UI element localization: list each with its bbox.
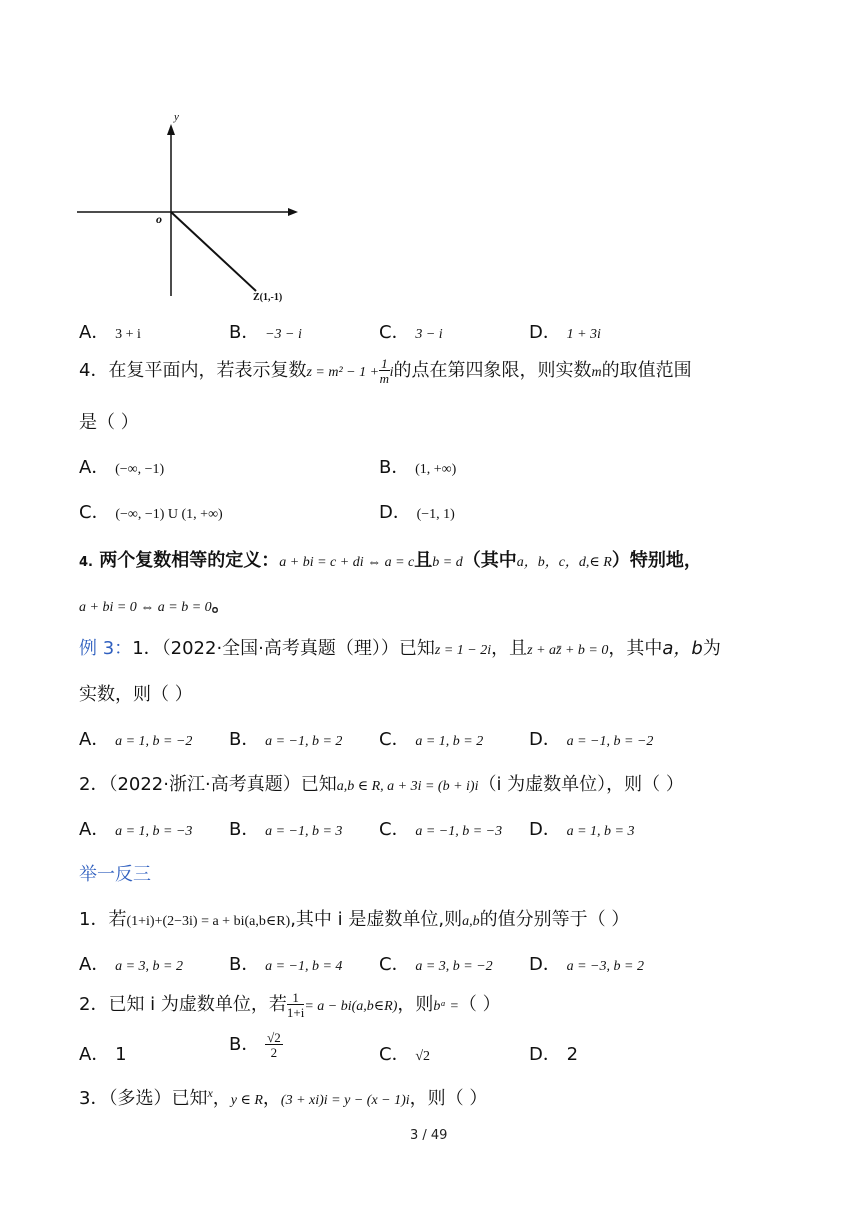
practice-p2-option-b[interactable] [229,1030,283,1059]
practice-p2-stem [79,990,501,1019]
option-value: a = −3, b = 2 [566,959,644,974]
practice-p2-frac-num: 1 [287,991,304,1005]
definition-number: 4. [79,555,93,570]
option-label: D． [379,502,411,523]
q4-option-a[interactable] [79,453,164,479]
example3-q1-mid: ，且 [491,638,528,659]
definition-paren-close: ）特别地， [611,550,702,571]
practice-p2-formula: = a − bi(a,b∈R) [304,999,398,1014]
practice-p1-prefix: 1．若 [79,909,127,930]
q4-fraction [379,357,390,385]
option-value: a = −1, b = 4 [265,959,343,974]
option-value: (−∞, −1) U (1, +∞) [115,507,223,522]
option-value: (−1, 1) [416,507,455,522]
option-value: a = 1, b = −3 [115,824,193,839]
option-value: (−∞, −1) [115,462,165,477]
definition-formula1: a + bi = c + di ⇔ a = c [279,555,415,570]
q4-stem-line1 [79,356,692,385]
example3-q2-formula: a,b ∈ R, a + 3i = (b + i)i [336,779,479,794]
option-label: C． [379,729,410,750]
option-value: 3 − i [415,327,443,342]
practice-p3-sep: ， [212,1088,231,1109]
example3-q1-formula1: z = 1 − 2i [434,643,492,658]
q4-frac-num: 1 [381,356,388,371]
option-label: B． [379,457,410,478]
q4-var-m: m [591,365,602,380]
option-value: a = −1, b = 3 [265,824,343,839]
example3-q1-formula2: z + az̄ + b = 0 [527,643,609,658]
option-value: a = 3, b = −2 [415,959,493,974]
option-label: A． [79,457,110,478]
practice-p1-ab: a,b [462,914,480,929]
q4-formula-a: z = m² − 1 + [306,365,380,380]
option-value: √2 [415,1049,430,1064]
option-label: A． [79,954,110,975]
option-label: A． [79,322,110,343]
example3-q2-option-b[interactable] [229,815,342,841]
example3-q1-option-b[interactable] [229,725,342,751]
practice-p3-formula: (3 + xi)i = y − (x − 1)i [280,1093,410,1108]
option-value: 3 + i [115,327,141,342]
option-label: A． [79,729,110,750]
vector-oz [171,212,256,291]
definition-line1 [79,546,702,572]
option-value: a = 1, b = 2 [415,734,484,749]
q4-option-c[interactable] [79,498,223,524]
example3-q1-option-a[interactable] [79,725,192,751]
option-label: A． [79,1044,110,1065]
q4-frac-den: m [379,371,389,386]
example3-q1-suffix: 为 [702,638,721,659]
definition-line2 [79,591,230,617]
example3-q2-option-d[interactable] [529,815,635,841]
practice-p3-sep2: ， [262,1088,281,1109]
example3-q1-mid2: ，其中 [608,638,663,659]
example3-q2-prefix: 2．（2022·浙江·高考真题）已知 [79,774,337,795]
example3-q1-line1 [79,634,721,660]
origin-label: o [156,212,162,226]
example3-q1-line2: 实数，则（ ） [79,684,193,705]
q4-option-d[interactable] [379,498,455,524]
definition-paren-open: （其中 [462,550,517,571]
q4-suffix: 的取值范围 [601,360,692,381]
definition-formula2: b = d [432,555,463,570]
practice-p1-mid: ,其中 i 是虚数单位,则 [290,909,463,930]
example3-label: 例 3： [79,638,133,659]
q4-middle: 的点在第四象限，则实数 [393,360,592,381]
practice-p1-option-c[interactable] [379,950,493,976]
option-label: D． [529,819,561,840]
option-label: D． [529,322,561,343]
example3-q1-option-c[interactable] [379,725,483,751]
option-label: B． [229,322,260,343]
practice-p1-option-b[interactable] [229,950,342,976]
example3-q2-suffix: （i 为虚数单位），则（ ） [478,774,684,795]
q3-option-a[interactable] [79,318,141,344]
option-label: A． [79,819,110,840]
practice-p2-fraction [287,991,304,1019]
option-label: C． [379,322,410,343]
option-label: B． [229,954,260,975]
option-value-fraction [265,1031,283,1059]
example3-q2-option-c[interactable] [379,815,502,841]
option-label: C． [379,819,410,840]
practice-p3-suffix: ，则（ ） [409,1088,488,1109]
definition-and: 且 [414,550,433,571]
option-value: a = 1, b = 3 [566,824,635,839]
complex-plane-figure [72,108,312,308]
example3-q2-stem [79,770,684,796]
option-value: (1, +∞) [415,462,457,477]
frac-num: √2 [267,1030,281,1045]
q3-option-d[interactable] [529,318,601,344]
example3-q1-prefix: 1．（2022·全国·高考真题（理））已知 [132,638,435,659]
practice-p2-ba: bᵃ = [433,999,459,1014]
option-value: a = −1, b = 2 [265,734,343,749]
option-value: a = 3, b = 2 [115,959,183,974]
practice-p1-option-a[interactable] [79,950,183,976]
option-value: 1 + 3i [566,327,601,342]
q3-option-b[interactable] [229,318,302,344]
option-label: C． [79,502,110,523]
practice-p1-suffix: 的值分别等于（ ） [479,909,630,930]
example3-q2-option-a[interactable] [79,815,192,841]
option-value: −3 − i [265,327,302,342]
option-label: C． [379,954,410,975]
practice-p3-yr: y ∈ R [230,1093,263,1108]
option-value: a = −1, b = −3 [415,824,503,839]
practice-p3-x: x [207,1086,213,1100]
practice-p2-mid: ，则 [397,994,434,1015]
definition-period: 。 [211,595,230,616]
practice-p1-stem [79,905,629,931]
point-z-label: Z(1,-1) [253,292,283,303]
y-axis-label: y [174,111,179,123]
option-value: a = −1, b = −2 [566,734,654,749]
frac-den: 2 [270,1045,278,1060]
q3-option-c[interactable] [379,318,443,344]
practice-p2-option-a[interactable] [79,1040,127,1066]
practice-p2-option-d[interactable] [529,1040,578,1066]
option-label: D． [529,729,561,750]
q4-prefix: 4．在复平面内，若表示复数 [79,360,307,381]
page-number: 3 / 49 [410,1128,448,1143]
practice-p1-formula: (1+i)+(2−3i) = a + bi(a,b∈R) [126,914,291,929]
option-value: a = 1, b = −2 [115,734,193,749]
practice-p2-prefix: 2．已知 i 为虚数单位，若 [79,994,287,1015]
option-value: 1 [115,1044,127,1065]
q4-stem-line2: 是（ ） [79,412,139,433]
definition-vars: a，b，c，d,∈ R [516,555,612,570]
q4-option-b[interactable] [379,453,456,479]
y-axis-arrow [167,124,175,135]
option-value: 2 [566,1044,579,1065]
definition-formula3: a + bi = 0 ⇔ a = b = 0 [79,600,212,615]
definition-title: 两个复数相等的定义： [99,550,280,571]
example3-q1-ab: a，b [662,638,703,659]
practice-p1-option-d[interactable] [529,950,644,976]
option-label: B． [229,1034,260,1055]
q4-formula-b: i [389,365,394,380]
option-label: D． [529,1044,561,1065]
x-axis-arrow [288,208,298,216]
practice-p2-frac-den: 1+i [286,1005,305,1020]
practice-p3-prefix: 3．（多选）已知 [79,1088,208,1109]
option-label: B． [229,729,260,750]
practice-heading: 举一反三 [79,864,151,885]
option-label: D． [529,954,561,975]
example3-q1-option-d[interactable] [529,725,653,751]
practice-p3-stem [79,1084,487,1110]
practice-p2-option-c[interactable] [379,1040,430,1066]
option-label: B． [229,819,260,840]
option-label: C． [379,1044,410,1065]
practice-p2-suffix: （ ） [458,994,501,1015]
